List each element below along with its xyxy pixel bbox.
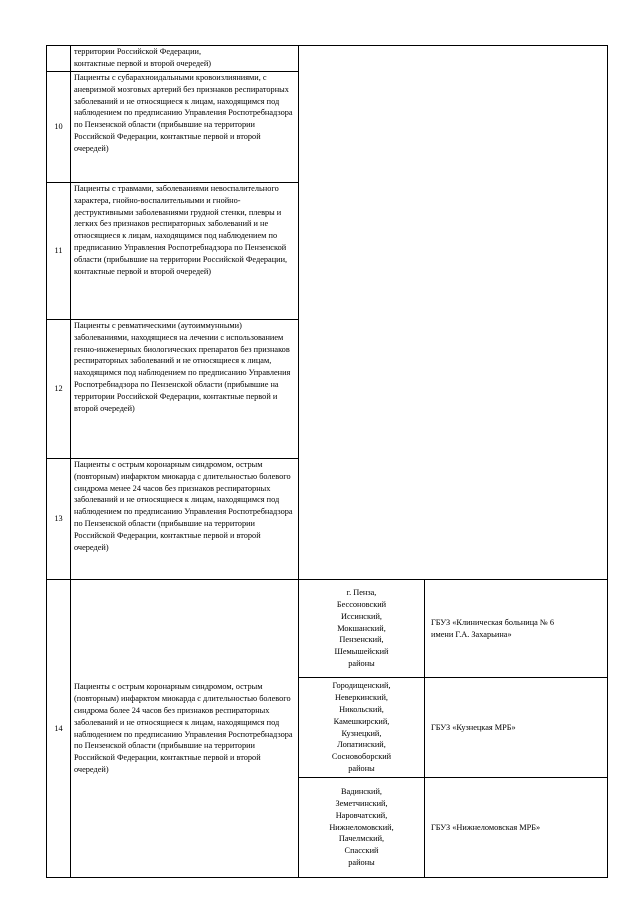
districts-cell: Вадинский, Земетчинский, Наровчатский, Нижнеломовский, Пачелмский, Спасский районы (299, 778, 425, 878)
row-number: 13 (47, 459, 71, 580)
patient-category: Пациенты с острым коронарным синдромом, острым (повторным) инфарктом миокарда с длительностью болевого синдрома менее 24 часов без признаков респираторных заболеваний и не относящиеся к лицам, находящимся под наблюдением по предписанию Управления Роспотребнадзора по Пензенской области (прибывшие на территории Российской Федерации, контактные первой и второй очередей) (71, 459, 299, 580)
hospital-cell: ГБУЗ «Клиническая больница № 6 имени Г.А. Захарьина» (425, 580, 608, 678)
hospital-cell: ГБУЗ «Нижнеломовская МРБ» (425, 778, 608, 878)
row-number: 10 (47, 72, 71, 183)
row-number: 12 (47, 320, 71, 459)
patient-category: Пациенты с ревматическими (аутоиммунными) заболеваниями, находящиеся на лечении с использованием генно-инженерных биологических препаратов без признаков респираторных заболеваний и не относящиеся к лицам, находящимся под наблюдением по предписанию Управления Роспотребнадзора по Пензенской области (прибывшие на территории Российской Федерации, контактные первой и второй очередей) (71, 320, 299, 459)
row-number: 14 (47, 580, 71, 878)
patient-category: Пациенты с острым коронарным синдромом, острым (повторным) инфарктом миокарда с длительностью болевого синдрома более 24 часов без признаков респираторных заболеваний и не относящиеся к лицам, находящимся под наблюдением по предписанию Управления Роспотребнадзора по Пензенской области (прибывшие на территории Российской Федерации, контактные первой и второй очередей) (71, 580, 299, 878)
hospital-cell: ГБУЗ «Кузнецкая МРБ» (425, 678, 608, 778)
document-table (46, 45, 608, 878)
row-number: 11 (47, 183, 71, 320)
table-row (47, 46, 608, 72)
patient-category: территории Российской Федерации, контактные первой и второй очередей) (71, 46, 299, 72)
table-row (47, 580, 608, 678)
patient-category: Пациенты с субарахноидальными кровоизлияниями, с аневризмой мозговых артерий без признаков респираторных заболеваний и не относящиеся к лицам, находящимся под наблюдением по предписанию Управления Роспотребнадзора по Пензенской области (прибывшие на территории Российской Федерации, контактные первой и второй очередей) (71, 72, 299, 183)
districts-cell: Городищенский, Неверкинский, Никольский, Камешкирский, Кузнецкий, Лопатинский, Сосновоборский районы (299, 678, 425, 778)
empty-cell (299, 46, 608, 580)
patient-category: Пациенты с травмами, заболеваниями невоспалительного характера, гнойно-воспалительными и гнойно-деструктивными заболеваниями грудной стенки, плевры и легких без признаков респираторных заболеваний и не относящиеся к лицам, находящимся под наблюдением по предписанию Управления Роспотребнадзора по Пензенской области (прибывшие на территории Российской Федерации, контактные первой и второй очередей) (71, 183, 299, 320)
row-number (47, 46, 71, 72)
districts-cell: г. Пенза, Бессоновский Иссинский, Мокшанский, Пензенский, Шемышейский районы (299, 580, 425, 678)
